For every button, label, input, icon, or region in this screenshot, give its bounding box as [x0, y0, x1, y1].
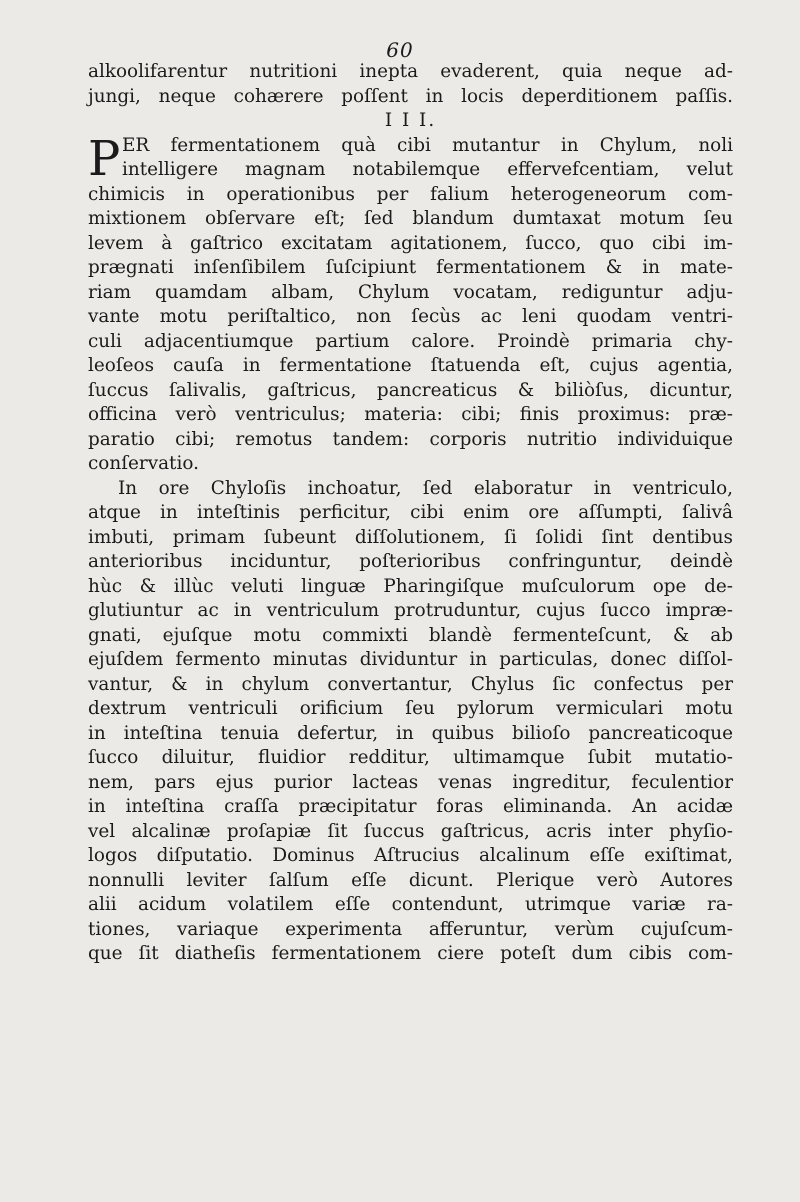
text-line: alii acidum volatilem eſſe contendunt, utrimque variæ ra- [88, 894, 733, 915]
text-line: glutiuntur ac in ventriculum protruduntur, cujus ſucco impræ- [88, 600, 733, 621]
text-line: tiones, variaque experimenta afferuntur, verùm cujuſcum- [88, 918, 733, 940]
text-line: paratio cibi; remotus tandem: corporis nutritio individuique [88, 428, 733, 450]
text-line: hùc & illùc veluti linguæ Pharingiſque muſculorum ope de- [88, 575, 733, 597]
text-line: alkoolifarentur nutritioni inepta evaderent, quia neque ad- [88, 61, 733, 82]
text-line: officina verò ventriculus; materia: cibi; finis proximus: præ- [88, 404, 733, 425]
text-line: chimicis in operationibus per falium heterogeneorum com- [88, 183, 733, 205]
text-line: jungi, neque cohærere poſſent in locis deperditionem paſſis. [88, 85, 733, 107]
text-line: logos diſputatio. Dominus Aſtrucius alcalinum eſſe exiſtimat, [88, 845, 733, 866]
text-line: In ore Chyloſis inchoatur, ſed elaboratur in ventriculo, [118, 477, 733, 499]
text-line: leoſeos cauſa in fermentatione ſtatuenda eſt, cujus agentia, [88, 355, 733, 376]
text-line: levem à gaſtrico excitatam agitationem, ſucco, quo cibi im- [88, 232, 733, 254]
text-line: in inteſtina tenuia defertur, in quibus bilioſo pancreaticoque [88, 722, 733, 744]
text-line: vante motu periſtaltico, non ſecùs ac leni quodam ventri- [88, 306, 733, 327]
text-line: anterioribus inciduntur, poſterioribus confringuntur, deindè [88, 551, 733, 572]
text-line: conſervatio. [88, 453, 199, 474]
text-line: in inteſtina craſſa præcipitatur foras eliminanda. An acidæ [88, 796, 733, 817]
text-line: culi adjacentiumque partium calore. Proindè primaria chy- [88, 330, 733, 352]
text-line: nem, pars ejus purior lacteas venas ingreditur, feculentior [88, 771, 733, 793]
text-line: gnati, ejuſque motu commixti blandè fermenteſcunt, & ab [88, 624, 733, 646]
drop-cap: P [88, 130, 121, 187]
text-line: mixtionem obſervare eſt; ſed blandum dumtaxat motum ſeu [88, 208, 733, 229]
text-line: nonnulli leviter ſalſum eſſe dicunt. Plerique verò Autores [88, 869, 733, 891]
text-line: imbuti, primam ſubeunt diſſolutionem, ſi ſolidi ſint dentibus [88, 526, 733, 548]
page-number: 60 [386, 38, 414, 62]
text-line: riam quamdam albam, Chylum vocatam, rediguntur adju- [88, 281, 733, 303]
text-line: vel alcalinæ proſapiæ ſit ſuccus gaſtricus, acris inter phyſio- [88, 820, 733, 842]
text-line: ſuccus ſalivalis, gaſtricus, pancreaticus & biliòſus, dicuntur, [88, 379, 733, 401]
body-text [88, 60, 733, 967]
section-numeral: I I I. [384, 110, 437, 131]
text-line: prægnati inſenſibilem ſuſcipiunt fermentationem & in mate- [88, 257, 733, 278]
text-line: ER fermentationem quà cibi mutantur in Chylum, noli [122, 134, 733, 156]
text-line: intelligere magnam notabilemque effervefcentiam, velut [122, 159, 733, 180]
text-line: atque in inteſtinis perficitur, cibi enim ore aſſumpti, ſalivâ [88, 502, 733, 523]
text-line: vantur, & in chylum convertantur, Chylus ſic confectus per [88, 673, 733, 695]
text-line: que ſit diatheſis fermentationem ciere poteſt dum cibis com- [88, 943, 733, 964]
text-line: ſucco diluitur, fluidior redditur, ultimamque ſubit mutatio- [88, 747, 733, 768]
text-line: ejuſdem fermento minutas dividuntur in particulas, donec diſſol- [88, 649, 733, 670]
text-line: dextrum ventriculi orificium ſeu pylorum vermiculari motu [88, 698, 733, 719]
